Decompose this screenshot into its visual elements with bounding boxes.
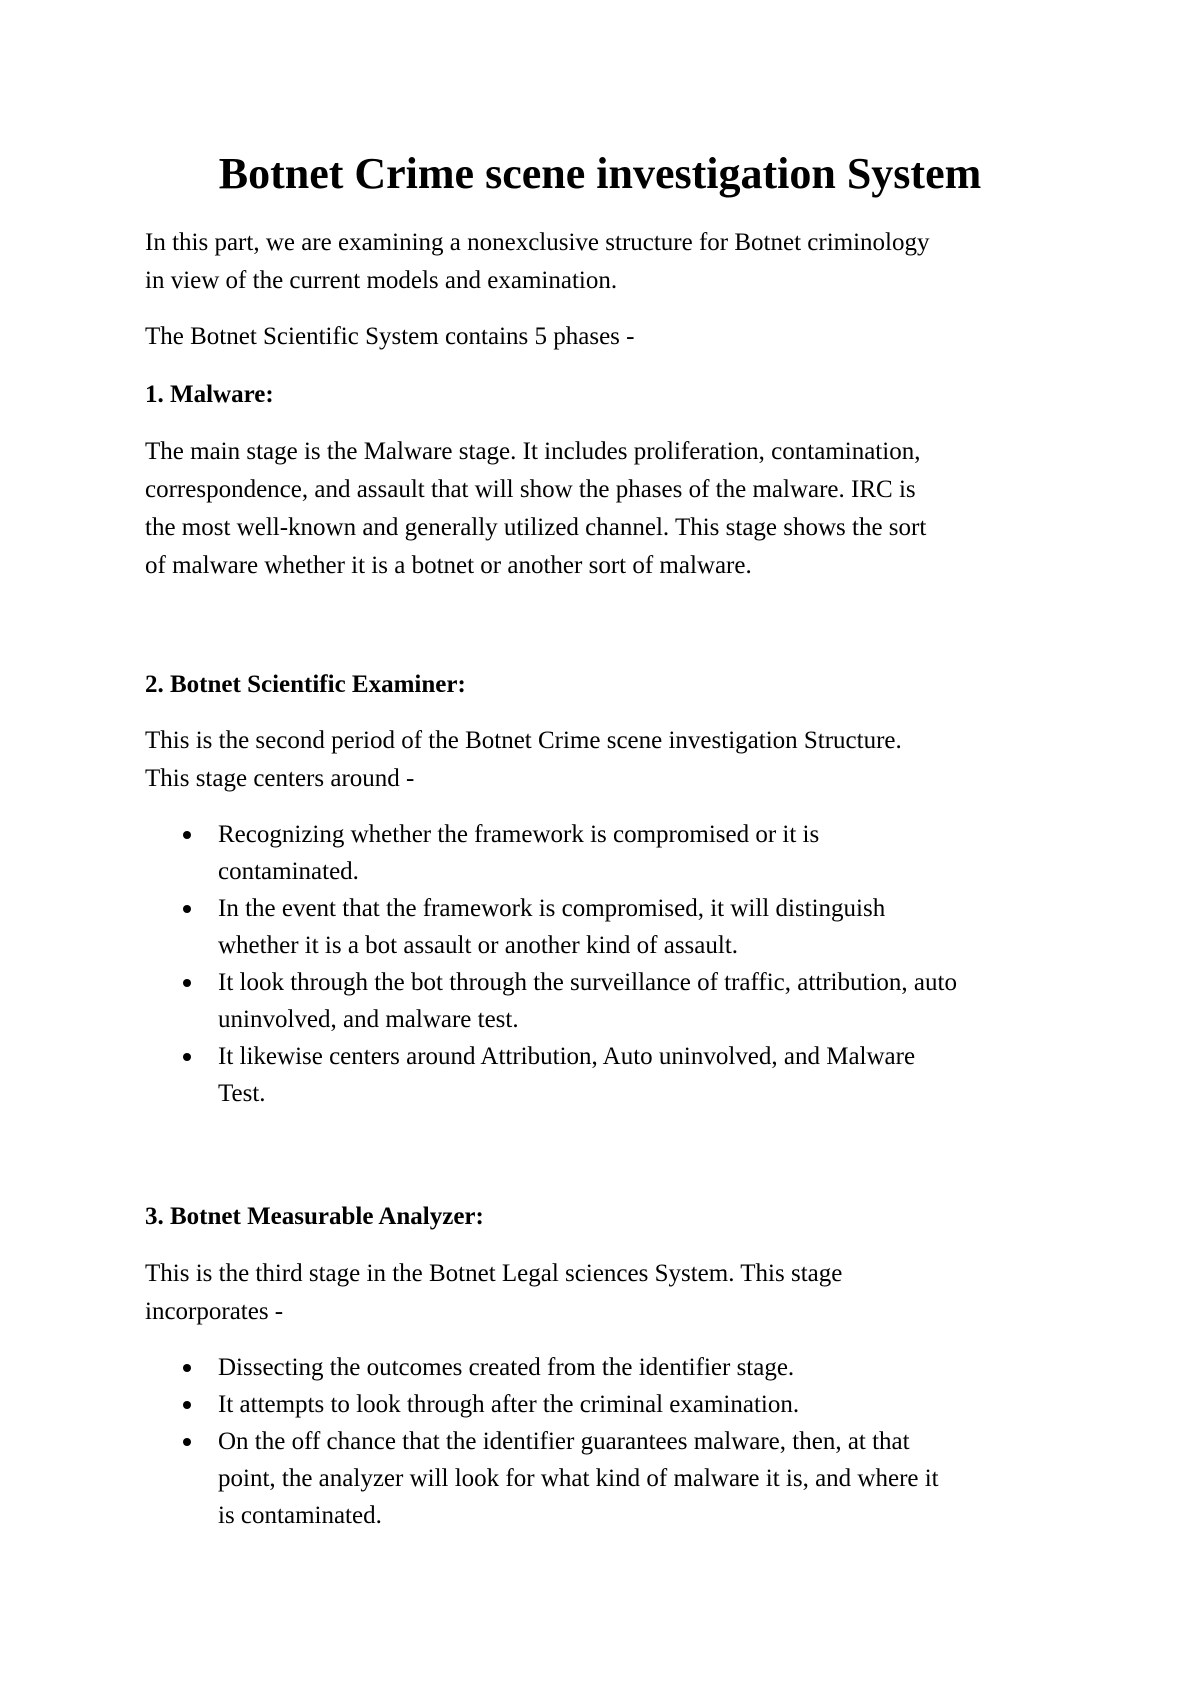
list-item-line: Recognizing whether the framework is compromised or it is bbox=[218, 821, 820, 848]
list-item bbox=[145, 1386, 1105, 1423]
phases-statement: The Botnet Scientific System contains 5 phases - bbox=[145, 323, 635, 350]
list-item bbox=[145, 890, 1105, 964]
analyzer-bullet-list bbox=[145, 1349, 1105, 1534]
list-item-line: Test. bbox=[218, 1080, 266, 1107]
intro-line: In this part, we are examining a nonexclusive structure for Botnet criminology bbox=[145, 229, 930, 256]
paragraph-line: the most well-known and generally utilized channel. This stage shows the sort bbox=[145, 514, 927, 541]
section-heading-examiner: 2. Botnet Scientific Examiner: bbox=[145, 671, 466, 698]
paragraph-line: incorporates - bbox=[145, 1298, 284, 1325]
list-item bbox=[145, 1349, 1105, 1386]
paragraph-line: of malware whether it is a botnet or another sort of malware. bbox=[145, 552, 752, 579]
section-paragraph-examiner bbox=[145, 722, 1075, 798]
list-item-line: In the event that the framework is compromised, it will distinguish bbox=[218, 895, 886, 922]
document-title: Botnet Crime scene investigation System bbox=[218, 149, 982, 198]
section-paragraph-malware bbox=[145, 433, 1075, 585]
paragraph-line: correspondence, and assault that will show the phases of the malware. IRC is bbox=[145, 476, 916, 503]
list-item bbox=[145, 1423, 1105, 1534]
paragraph-line: This is the third stage in the Botnet Legal sciences System. This stage bbox=[145, 1260, 843, 1287]
paragraph-line: This stage centers around - bbox=[145, 765, 415, 792]
list-item-line: Dissecting the outcomes created from the identifier stage. bbox=[218, 1354, 795, 1381]
bullet-icon bbox=[183, 979, 191, 987]
list-item-line: point, the analyzer will look for what kind of malware it is, and where it bbox=[218, 1465, 939, 1492]
paragraph-line: This is the second period of the Botnet Crime scene investigation Structure. bbox=[145, 727, 902, 754]
section-heading-malware: 1. Malware: bbox=[145, 381, 274, 408]
list-item-line: On the off chance that the identifier guarantees malware, then, at that bbox=[218, 1428, 910, 1455]
list-item-line: contaminated. bbox=[218, 858, 359, 885]
list-item-line: It look through the bot through the surveillance of traffic, attribution, auto bbox=[218, 969, 957, 996]
bullet-icon bbox=[183, 905, 191, 913]
examiner-bullet-list bbox=[145, 816, 1105, 1112]
intro-line: in view of the current models and examination. bbox=[145, 267, 618, 294]
list-item-line: whether it is a bot assault or another kind of assault. bbox=[218, 932, 739, 959]
list-item-line: It attempts to look through after the criminal examination. bbox=[218, 1391, 800, 1418]
list-item-line: is contaminated. bbox=[218, 1502, 382, 1529]
bullet-icon bbox=[183, 831, 191, 839]
section-heading-analyzer: 3. Botnet Measurable Analyzer: bbox=[145, 1203, 484, 1230]
bullet-icon bbox=[183, 1401, 191, 1409]
list-item bbox=[145, 964, 1105, 1038]
paragraph-line: The main stage is the Malware stage. It includes proliferation, contamination, bbox=[145, 438, 921, 465]
list-item-line: uninvolved, and malware test. bbox=[218, 1006, 519, 1033]
list-item bbox=[145, 1038, 1105, 1112]
intro-paragraph bbox=[145, 224, 1075, 300]
section-paragraph-analyzer bbox=[145, 1255, 1075, 1331]
bullet-icon bbox=[183, 1053, 191, 1061]
bullet-icon bbox=[183, 1438, 191, 1446]
list-item-line: It likewise centers around Attribution, Auto uninvolved, and Malware bbox=[218, 1043, 916, 1070]
bullet-icon bbox=[183, 1364, 191, 1372]
list-item bbox=[145, 816, 1105, 890]
